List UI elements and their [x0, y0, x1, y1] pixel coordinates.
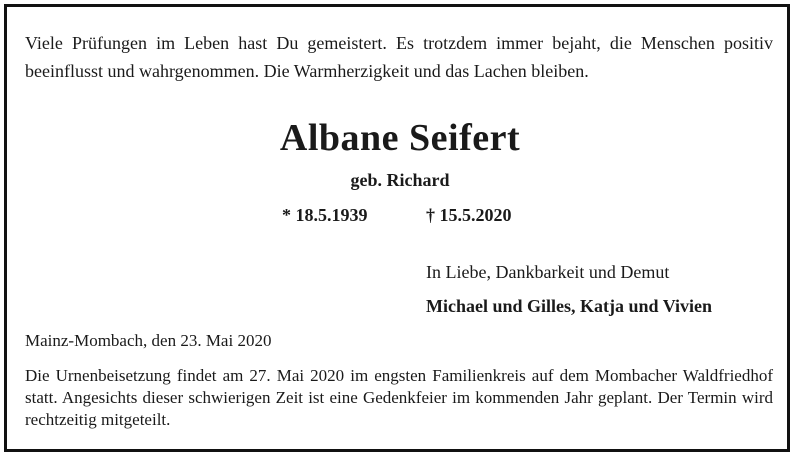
burial-info: Die Urnenbeisetzung findet am 27. Mai 2020 im engsten Familienkreis auf dem Mombacher Waldfriedhof statt. Angesichts dieser schwierigen Zeit ist eine Gedenkfeier im kommenden Jahr geplant. Der Termin wird rechtzeitig mitgeteilt.	[25, 366, 773, 429]
maiden-name: geb. Richard	[350, 170, 450, 190]
birth-date: * 18.5.1939	[282, 205, 368, 225]
death-date: † 15.5.2020	[426, 205, 512, 225]
mourners-names: Michael und Gilles, Katja und Vivien	[426, 296, 713, 316]
deceased-name: Albane Seifert	[279, 117, 521, 159]
intro-text: Viele Prüfungen im Leben hast Du gemeistert. Es trotzdem immer bejaht, die Menschen positiv beeinflusst und wahrgenommen. Die Warmherzigkeit und das Lachen bleiben.	[25, 33, 773, 81]
love-line: In Liebe, Dankbarkeit und Demut	[426, 262, 670, 282]
place-and-date: Mainz-Mombach, den 23. Mai 2020	[25, 331, 272, 350]
